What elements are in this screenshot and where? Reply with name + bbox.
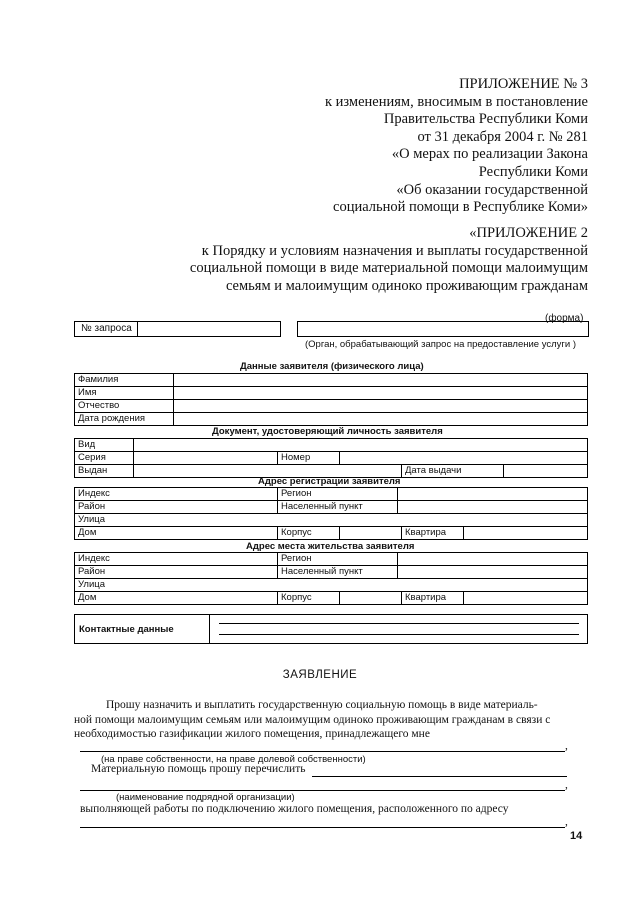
field-label: Улица	[78, 514, 105, 525]
reg-settlement-field[interactable]	[397, 501, 587, 513]
field-label: Улица	[78, 579, 105, 590]
live-address-table	[74, 552, 588, 605]
table-row	[75, 514, 587, 527]
live-settlement-field[interactable]	[397, 566, 587, 578]
field-label: Индекс	[78, 488, 110, 499]
transfer-label: Материальную помощь прошу перечислить	[91, 763, 306, 775]
works-text: выполняющей работы по подключению жилого помещения, расположенного по адресу	[80, 803, 509, 815]
contractor-line[interactable]	[80, 790, 565, 791]
field-label: Населенный пункт	[277, 501, 398, 513]
header-line: Правительства Республики Коми	[383, 111, 588, 128]
field-label: Корпус	[277, 592, 339, 604]
field-label: Дом	[78, 527, 97, 538]
table-row	[75, 527, 587, 539]
name-field[interactable]	[173, 387, 587, 399]
header-line: «Об оказании государственной	[396, 181, 588, 198]
table-row	[75, 413, 587, 425]
comma: ,	[565, 779, 568, 791]
patronymic-field[interactable]	[173, 400, 587, 412]
header-line: семьям и малоимущим одиноко проживающим гражданам	[225, 277, 588, 294]
field-label: Регион	[277, 553, 398, 565]
table-row	[75, 488, 587, 501]
live-building-field[interactable]	[339, 592, 401, 604]
request-number-label: № запроса	[81, 323, 132, 334]
birthdate-field[interactable]	[173, 413, 587, 425]
live-apartment-field[interactable]	[463, 592, 587, 604]
live-region-field[interactable]	[397, 553, 587, 565]
statement-paragraph	[74, 698, 586, 742]
contacts-line[interactable]	[219, 623, 579, 624]
comma: ,	[565, 740, 568, 752]
statement-line: необходимостью газификации жилого помещения, принадлежащего мне	[74, 728, 430, 740]
table-row	[75, 387, 587, 400]
header-line: к Порядку и условиям назначения и выплаты государственной	[201, 242, 588, 259]
applicant-section-title: Данные заявителя (физического лица)	[240, 361, 424, 372]
contacts-label: Контактные данные	[79, 624, 174, 635]
applicant-table	[74, 373, 588, 426]
reg-region-field[interactable]	[397, 488, 587, 500]
field-label: Индекс	[78, 553, 110, 564]
statement-title: ЗАЯВЛЕНИЕ	[282, 669, 358, 681]
header-line: Республики Коми	[478, 163, 588, 180]
reg-apartment-field[interactable]	[463, 527, 587, 539]
field-label: Регион	[277, 488, 398, 500]
header-line: «ПРИЛОЖЕНИЕ 2	[469, 225, 588, 241]
contacts-box	[74, 614, 588, 644]
field-label: Отчество	[78, 400, 120, 411]
table-row	[75, 439, 587, 452]
document-table	[74, 438, 588, 478]
organ-field[interactable]	[297, 321, 589, 337]
table-row	[75, 452, 587, 465]
statement-line: ной помощи малоимущим семьям или малоимущим одиноко проживающим гражданам в связи с	[74, 713, 551, 726]
field-label: Фамилия	[78, 374, 119, 385]
field-label: Квартира	[401, 592, 463, 604]
contacts-line[interactable]	[219, 634, 579, 635]
document-section-title: Документ, удостоверяющий личность заявителя	[212, 426, 443, 437]
field-label: Вид	[78, 439, 96, 450]
table-row	[75, 501, 587, 514]
organ-caption: (Орган, обрабатывающий запрос на предоставление услуги )	[305, 339, 576, 350]
header-line: к изменениям, вносимым в постановление	[324, 93, 588, 110]
table-row	[75, 553, 587, 566]
header-line: социальной помощи в Республике Коми»	[333, 199, 588, 216]
header-line: ПРИЛОЖЕНИЕ № 3	[459, 76, 588, 92]
doc-type-field[interactable]	[133, 439, 587, 451]
field-label: Населенный пункт	[277, 566, 398, 578]
request-number-box	[74, 321, 281, 337]
field-label: Дата рождения	[78, 413, 146, 424]
appendix-subheader	[190, 225, 588, 295]
forma-label: (форма)	[545, 313, 584, 324]
field-label: Район	[78, 566, 106, 577]
field-label: Корпус	[277, 527, 339, 539]
statement-line: Прошу назначить и выплатить государственную социальную помощь в виде материаль-	[106, 699, 538, 711]
table-row	[75, 400, 587, 413]
transfer-line[interactable]	[312, 776, 567, 777]
table-row	[75, 374, 587, 387]
page-number: 14	[570, 830, 583, 842]
table-row	[75, 579, 587, 592]
table-row	[75, 566, 587, 579]
field-label: Дом	[78, 592, 97, 603]
ownership-caption: (на праве собственности, на праве долевой собственности)	[101, 754, 366, 765]
field-label: Выдан	[78, 465, 108, 476]
ownership-line[interactable]	[80, 751, 565, 752]
comma: ,	[565, 816, 568, 828]
field-label: Серия	[78, 452, 106, 463]
reg-address-table	[74, 487, 588, 540]
header-line: от 31 декабря 2004 г. № 281	[417, 128, 588, 145]
doc-series-field[interactable]	[133, 452, 277, 464]
contractor-caption: (наименование подрядной организации)	[116, 792, 295, 803]
appendix-header	[325, 76, 588, 217]
field-label: Дата выдачи	[401, 465, 503, 477]
header-line: социальной помощи в виде материальной помощи малоимущим	[189, 260, 588, 277]
table-row	[75, 592, 587, 604]
header-line: «О мерах по реализации Закона	[391, 146, 588, 163]
reg-building-field[interactable]	[339, 527, 401, 539]
doc-number-field[interactable]	[339, 452, 587, 464]
address-line[interactable]	[80, 827, 565, 828]
surname-field[interactable]	[173, 374, 587, 386]
issue-date-field[interactable]	[503, 465, 587, 477]
field-label: Имя	[78, 387, 97, 398]
reg-address-section-title: Адрес регистрации заявителя	[258, 476, 401, 487]
live-address-section-title: Адрес места жительства заявителя	[246, 541, 415, 552]
field-label: Район	[78, 501, 106, 512]
field-label: Квартира	[401, 527, 463, 539]
field-label: Номер	[277, 452, 339, 464]
